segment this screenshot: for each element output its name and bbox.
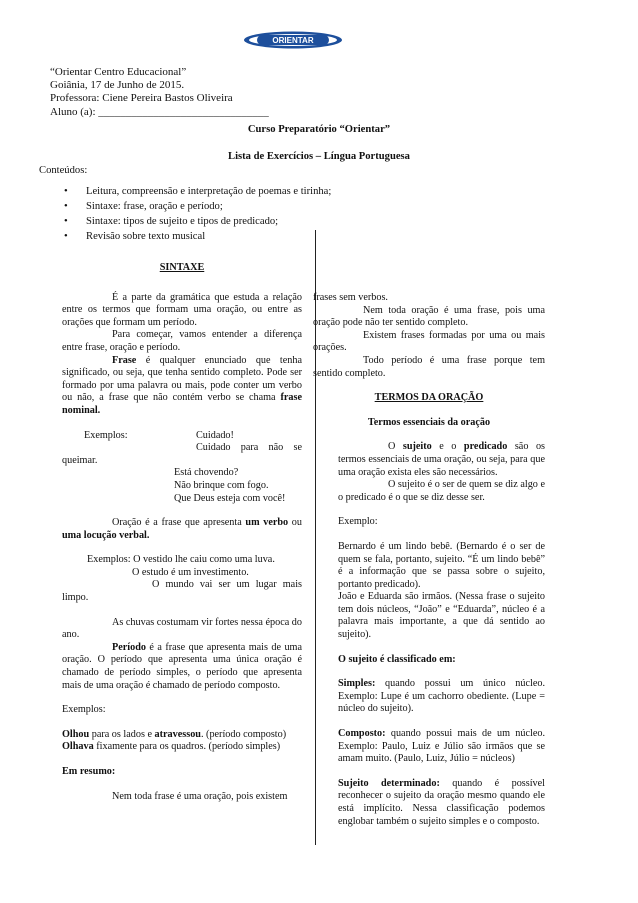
left-column bbox=[62, 262, 302, 803]
paragraph: Frase é qualquer enunciado que tenha significado, ou seja, que tenha sentido completo. Pode ser formado por uma palavra ou mais, pode conter um verbo ou não, a frase que não contém verbo se chama frase nominal. bbox=[62, 354, 302, 416]
bullet-icon: • bbox=[64, 231, 68, 242]
list-item: • Sintaxe: tipos de sujeito e tipos de predicado; bbox=[64, 216, 279, 227]
right-column bbox=[313, 292, 545, 828]
date-line: Goiânia, 17 de Junho de 2015. bbox=[50, 79, 185, 92]
paragraph: João e Eduarda são irmãos. (Nessa frase o sujeito tem dois núcleos, “João” e “Eduarda”, núcleo é a palavra mais importante, a que dá sentido ao sujeito). bbox=[338, 591, 545, 641]
exemplo-label: Exemplo: bbox=[338, 516, 378, 528]
paragraph: Composto: quando possui mais de um núcleo. Exemplo: Paulo, Luiz e Júlio são irmãos que se amam muito. (Paulo, Luiz, Júlio = núcleos) bbox=[338, 728, 545, 765]
example: Olhava fixamente para os quadros. (período simples) bbox=[62, 741, 281, 753]
paragraph: Sujeito determinado: quando é possível reconhecer o sujeito da oração mesmo quando ele está implícito. Nessa classificação podemos englobar também o sujeito simples e o composto. bbox=[338, 777, 546, 827]
example: Olhou para os lados e atravessou. (período composto) bbox=[62, 728, 287, 740]
school-name: “Orientar Centro Educacional” bbox=[50, 66, 187, 78]
course-title: Curso Preparatório “Orientar” bbox=[247, 124, 391, 135]
list-item: • Leitura, compreensão e interpretação de poemas e tirinha; bbox=[64, 186, 332, 197]
bullet-icon: • bbox=[64, 186, 68, 197]
example: O mundo vai ser um lugar mais limpo. bbox=[62, 579, 302, 604]
paragraph: frases sem verbos. bbox=[313, 292, 388, 303]
paragraph: O sujeito e o predicado são os termos essenciais de uma oração, ou seja, para que uma oração exista eles são necessários. bbox=[338, 441, 545, 478]
examples-block: Está chovendo? Não brinque com fogo. Que Deus esteja com você! bbox=[174, 467, 286, 504]
paragraph: Nem toda oração é uma frase, pois uma oração pode não ter sentido completo. bbox=[313, 304, 545, 329]
termos-subheading: Termos essenciais da oração bbox=[367, 416, 491, 428]
paragraph: Para começar, vamos entender a diferença entre frase, oração e período. bbox=[62, 329, 302, 353]
paragraph: Bernardo é um lindo bebê. (Bernardo é o ser de quem se fala, portanto, sujeito. “É um lindo bebê” é a informação que se passa sobre o sujeito, portanto predicado). bbox=[338, 540, 545, 590]
topics-list bbox=[64, 184, 331, 244]
orientar-logo bbox=[243, 31, 343, 49]
paragraph: Simples: quando possui um único núcleo. Exemplo: Lupe é um cachorro obediente. (Lupe = núcleo do sujeito). bbox=[338, 678, 545, 715]
classificacao-label: O sujeito é classificado em: bbox=[338, 653, 456, 665]
resumo-label: Em resumo: bbox=[62, 766, 116, 777]
conteudos-label: Conteúdos: bbox=[39, 165, 88, 176]
example: As chuvas costumam vir fortes nessa época do ano. bbox=[62, 616, 302, 641]
example: O estudo é um investimento. bbox=[132, 566, 249, 578]
bullet-icon: • bbox=[64, 216, 68, 227]
examples-label: Exemplos: bbox=[62, 704, 106, 716]
student-line: Aluno (a): _______________________________ bbox=[50, 105, 269, 118]
student-name-blank: _______________________________ bbox=[98, 105, 269, 118]
paragraph: É a parte da gramática que estuda a relação entre os termos que formam uma oração, ou entre as orações que formam um período. bbox=[62, 291, 302, 328]
teacher-line: Professora: Ciene Pereira Bastos Oliveira bbox=[50, 92, 233, 105]
bullet-icon: • bbox=[64, 201, 68, 212]
sintaxe-heading: SINTAXE bbox=[159, 262, 205, 273]
paragraph: Período é a frase que apresenta mais de uma oração. O período que apresenta uma única oração é chamado de período simples, o período que apresenta mais de uma oração é chamado de período composto. bbox=[62, 641, 302, 691]
example: queimar. bbox=[62, 454, 98, 466]
termos-heading: TERMOS DA ORAÇÃO bbox=[374, 392, 484, 404]
paragraph: Oração é a frase que apresenta um verbo ou uma locução verbal. bbox=[62, 517, 302, 541]
right-indented-block bbox=[313, 441, 545, 828]
paragraph: Todo período é uma frase porque tem sentido completo. bbox=[313, 354, 545, 379]
list-item: • Revisão sobre texto musical bbox=[64, 231, 206, 242]
paragraph: Existem frases formadas por uma ou mais orações. bbox=[313, 329, 545, 354]
example: Exemplos: O vestido lhe caiu como uma luva. bbox=[87, 554, 275, 566]
document-header bbox=[50, 66, 269, 119]
list-item: • Sintaxe: frase, oração e período; bbox=[64, 201, 223, 212]
examples-block: Exemplos: Cuidado! Cuidado para não se bbox=[84, 429, 302, 454]
paragraph: O sujeito é o ser de quem se diz algo e o predicado é o que se diz desse ser. bbox=[338, 479, 545, 503]
logo-text: ORIENTAR bbox=[272, 36, 314, 46]
paragraph: Nem toda frase é uma oração, pois existem bbox=[112, 790, 288, 802]
list-title: Lista de Exercícios – Língua Portuguesa bbox=[228, 151, 410, 162]
